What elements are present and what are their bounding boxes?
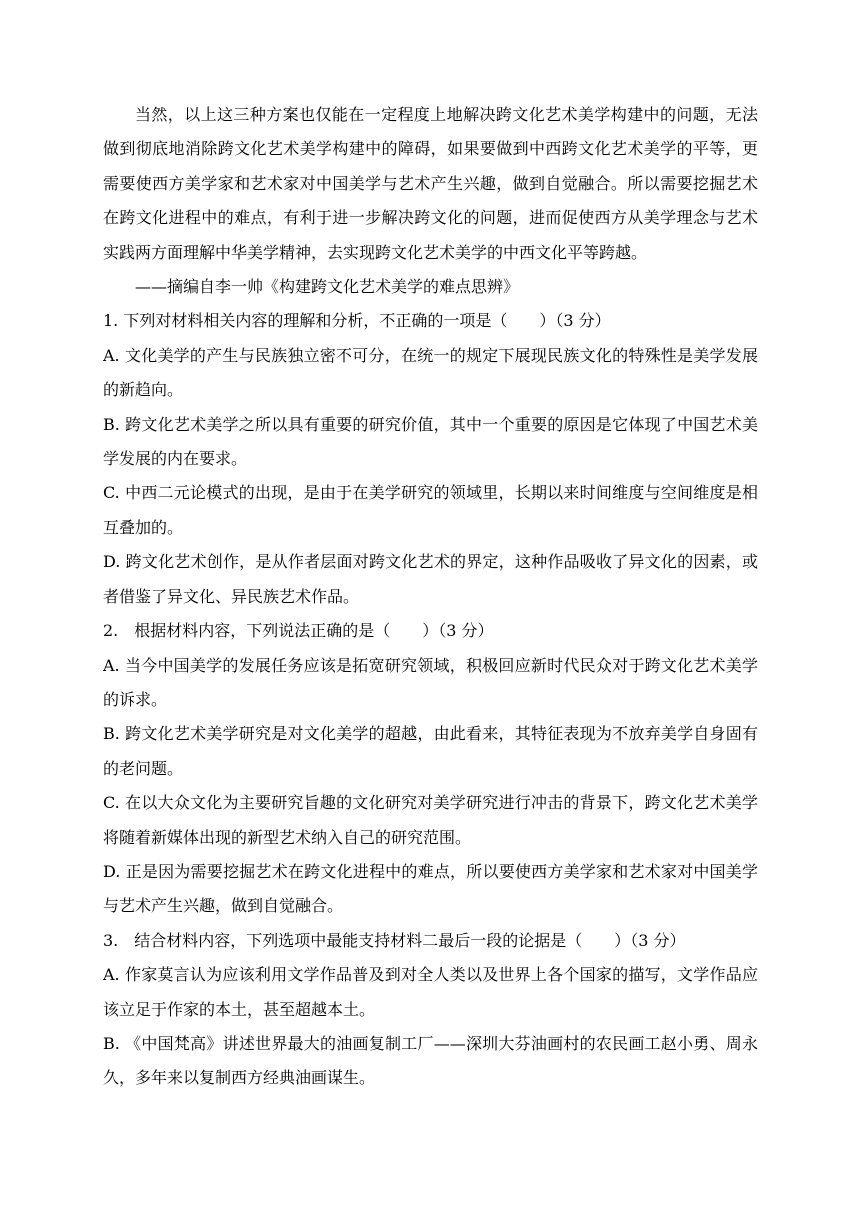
passage-source: ——摘编自李一帅《构建跨文化艺术美学的难点思辨》	[135, 277, 520, 297]
document-content	[103, 98, 758, 1096]
option-d: D. 跨文化艺术创作，是从作者层面对跨文化艺术的界定，这种作品吸收了异文化的因素，或者借鉴了异文化、异民族艺术作品。	[103, 552, 758, 606]
question-2	[103, 614, 758, 924]
option-a: A. 当今中国美学的发展任务应该是拓宽研究领域，积极回应新时代民众对于跨文化艺术美学的诉求。	[103, 655, 758, 709]
question-stem: 2. 根据材料内容，下列说法正确的是（ ）（3 分）	[103, 621, 494, 641]
question-3	[103, 924, 758, 1096]
option-c: C. 在以大众文化为主要研究旨趣的文化研究对美学研究进行冲击的背景下，跨文化艺术美学将随着新媒体出现的新型艺术纳入自己的研究范围。	[103, 793, 758, 847]
question-stem: 3. 结合材料内容，下列选项中最能支持材料二最后一段的论据是（ ）（3 分）	[103, 930, 686, 950]
option-d: D. 正是因为需要挖掘艺术在跨文化进程中的难点，所以要使西方美学家和艺术家对中国美学与艺术产生兴趣，做到自觉融合。	[103, 861, 758, 916]
option-a: A. 文化美学的产生与民族独立密不可分，在统一的规定下展现民族文化的特殊性是美学发展的新趋向。	[103, 345, 758, 400]
question-1	[103, 304, 758, 614]
passage-paragraph: 当然，以上这三种方案也仅能在一定程度上地解决跨文化艺术美学构建中的问题，无法做到彻底地消除跨文化艺术美学构建中的障碍，如果要做到中西跨文化艺术美学的平等，更需要使西方美学家和艺术家对中国美学与艺术产生兴趣，做到自觉融合。所以需要挖掘艺术在跨文化进程中的难点，有利于进一步解决跨文化的问题，进而促使西方从美学理念与艺术实践两方面理解中华美学精神，去实现跨文化艺术美学的中西文化平等跨越。	[103, 105, 758, 262]
option-b: B. 《中国梵高》讲述世界最大的油画复制工厂——深圳大芬油画村的农民画工赵小勇、周永久，多年来以复制西方经典油画谋生。	[103, 1033, 758, 1088]
option-b: B. 跨文化艺术美学研究是对文化美学的超越，由此看来，其特征表现为不放弃美学自身固有的老问题。	[103, 724, 758, 778]
question-stem: 1. 下列对材料相关内容的理解和分析，不正确的一项是（ ）（3 分）	[103, 311, 611, 331]
option-c: C. 中西二元论模式的出现，是由于在美学研究的领域里，长期以来时间维度与空间维度是相互叠加的。	[103, 483, 758, 537]
option-b: B. 跨文化艺术美学之所以具有重要的研究价值，其中一个重要的原因是它体现了中国艺术美学发展的内在要求。	[103, 414, 758, 469]
passage	[103, 98, 758, 304]
option-a: A. 作家莫言认为应该利用文学作品普及到对全人类以及世界上各个国家的描写，文学作品应该立足于作家的本土，甚至超越本土。	[103, 965, 758, 1019]
